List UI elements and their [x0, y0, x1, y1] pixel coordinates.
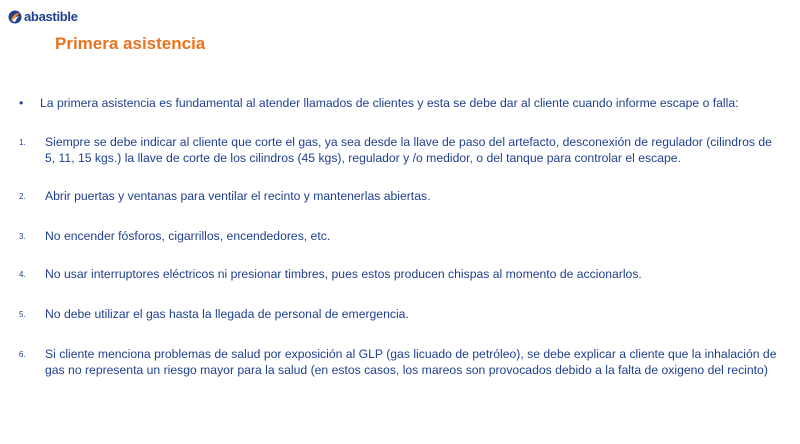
logo-text: abastible	[24, 9, 78, 24]
item-text: No debe utilizar el gas hasta la llegada de personal de emergencia.	[45, 307, 409, 321]
item-text: No usar interruptores eléctricos ni presionar timbres, pues estos producen chispas al momento de accionarlos.	[45, 267, 642, 281]
item-text: Abrir puertas y ventanas para ventilar el recinto y mantenerlas abiertas.	[45, 189, 431, 203]
page-title: Primera asistencia	[55, 34, 206, 53]
list-item	[19, 346, 779, 378]
bullet-marker: •	[19, 96, 24, 110]
item-number: 4.	[19, 270, 26, 279]
item-number: 1.	[19, 138, 26, 147]
list-item	[19, 134, 779, 166]
list-item	[19, 266, 779, 283]
abastible-logo	[8, 9, 78, 24]
item-number: 2.	[19, 192, 26, 201]
item-text: Siempre se debe indicar al cliente que corte el gas, ya sea desde la llave de paso del artefacto, desconexión de regulador (cilindros de 5, 11, 15 kgs.) la llave de corte de los cilindros (45 kgs), regulador y /o medidor, o del tanque para controlar el escape.	[45, 135, 772, 165]
item-text: Si cliente menciona problemas de salud por exposición al GLP (gas licuado de petróleo), se debe explicar a cliente que la inhalación de gas no representa un riesgo mayor para la salud (en estos casos, los mareos son provocados debido a la falta de oxigeno del recinto)	[45, 347, 777, 377]
intro-paragraph	[19, 96, 789, 110]
item-number: 6.	[19, 350, 26, 359]
list-item	[19, 188, 779, 205]
intro-text: La primera asistencia es fundamental al atender llamados de clientes y esta se debe dar al cliente cuando informe escape o falla:	[40, 96, 739, 110]
item-number: 5.	[19, 310, 26, 319]
item-text: No encender fósforos, cigarrillos, encendedores, etc.	[45, 229, 331, 243]
list-item	[19, 306, 779, 323]
list-item	[19, 228, 779, 245]
flame-swoosh-logo-icon	[8, 10, 22, 24]
item-number: 3.	[19, 232, 26, 241]
